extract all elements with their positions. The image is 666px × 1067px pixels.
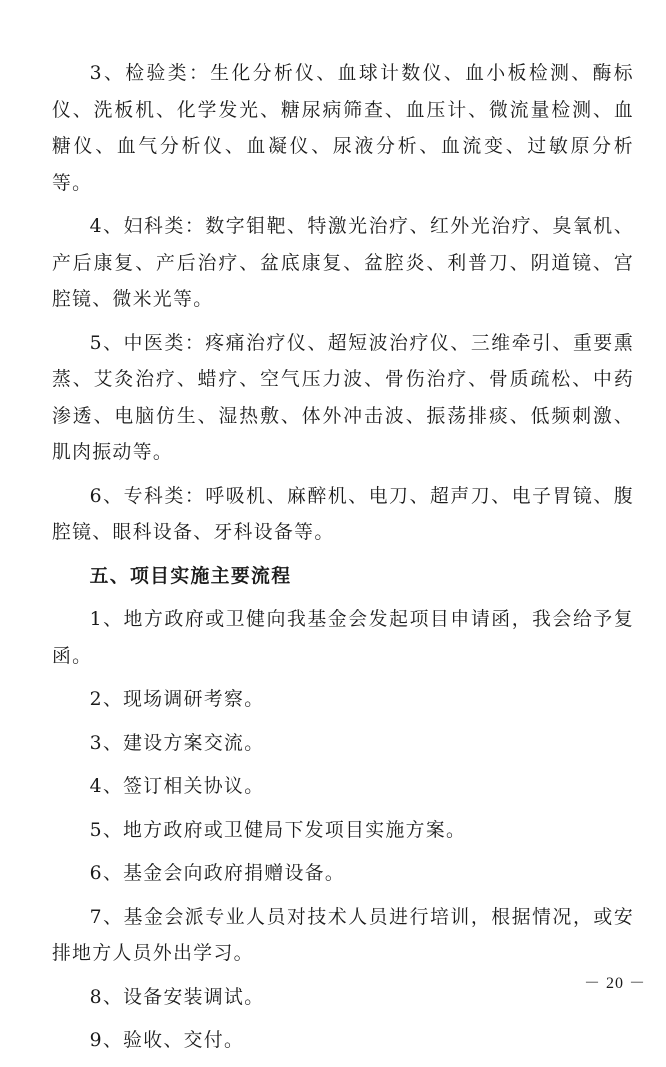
process-step: 9、验收、交付。 (89, 1030, 245, 1051)
paragraph-specialty-equipment: 6、专科类：呼吸机、麻醉机、电刀、超声刀、电子胃镜、腹腔镜、眼科设备、牙科设备等。 (52, 485, 634, 543)
page-number: － 20 － (583, 975, 646, 992)
process-step: 8、设备安装调试。 (89, 986, 265, 1008)
process-step: 2、现场调研考察。 (89, 689, 265, 710)
section-heading-process: 五、项目实施主要流程 (89, 565, 292, 587)
process-step: 4、签订相关协议。 (89, 776, 265, 797)
process-step: 1、地方政府或卫健向我基金会发起项目申请函，我会给予复函。 (52, 609, 634, 667)
paragraph-exam-equipment: 3、检验类：生化分析仪、血球计数仪、血小板检测、酶标仪、洗板机、化学发光、糖尿病筛查、血压计、微流量检测、血糖仪、血气分析仪、血凝仪、尿液分析、血流变、过敏原分析等。 (52, 63, 634, 194)
document-body (52, 56, 634, 1067)
process-step: 7、基金会派专业人员对技术人员进行培训，根据情况，或安排地方人员外出学习。 (52, 906, 634, 964)
process-step: 3、建设方案交流。 (89, 732, 265, 754)
paragraph-tcm-equipment: 5、中医类：疼痛治疗仪、超短波治疗仪、三维牵引、重要熏蒸、艾灸治疗、蜡疗、空气压力波、骨伤治疗、骨质疏松、中药渗透、电脑仿生、湿热敷、体外冲击波、振荡排痰、低频刺激、肌肉振动等。 (52, 332, 634, 463)
paragraph-gynecology-equipment: 4、妇科类：数字钼靶、特激光治疗、红外光治疗、臭氧机、产后康复、产后治疗、盆底康复、盆腔炎、利普刀、阴道镜、宫腔镜、微米光等。 (52, 216, 634, 310)
process-step: 5、地方政府或卫健局下发项目实施方案。 (89, 819, 467, 841)
process-step: 6、基金会向政府捐赠设备。 (89, 863, 346, 884)
